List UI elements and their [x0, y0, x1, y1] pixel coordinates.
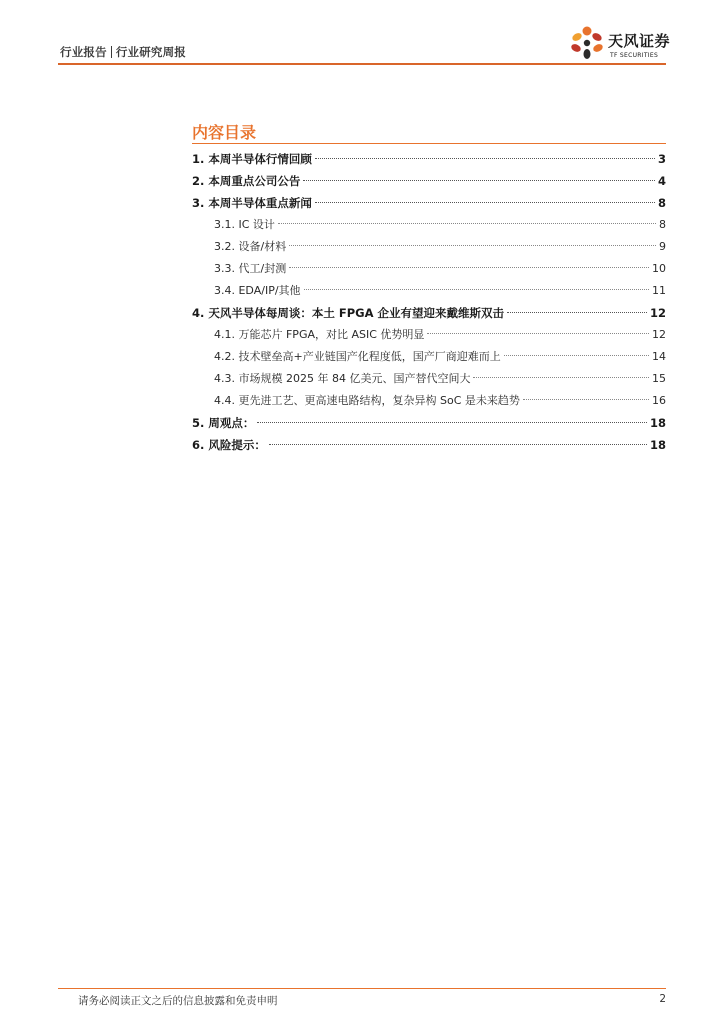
toc-leader-dots	[427, 333, 649, 334]
toc-entry-label: 4. 天风半导体每周谈：本土 FPGA 企业有望迎来戴维斯双击	[192, 306, 505, 320]
report-subcategory: 行业研究周报	[115, 45, 187, 59]
page-number: 2	[659, 993, 666, 1005]
toc-leader-dots	[269, 444, 647, 445]
logo-name-en: TF SECURITIES	[610, 52, 659, 59]
toc-entry-label: 2. 本周重点公司公告	[192, 174, 301, 188]
toc-leader-dots	[315, 202, 655, 203]
toc-entry-label: 4.2. 技术壁垒高+产业链国产化程度低，国产厂商迎难而上	[214, 350, 501, 363]
toc-entry-label: 3.2. 设备/材料	[214, 240, 287, 253]
toc-subentry[interactable]	[192, 346, 666, 368]
logo-flower-icon	[568, 24, 606, 64]
toc-subentry[interactable]	[192, 258, 666, 280]
toc-entry-label: 3. 本周半导体重点新闻	[192, 196, 312, 210]
toc-entry-page: 8	[657, 196, 666, 210]
toc-subentry[interactable]	[192, 214, 666, 236]
table-of-contents	[192, 148, 666, 456]
toc-entry-page: 18	[649, 438, 666, 452]
toc-entry[interactable]	[192, 434, 666, 456]
toc-entry-page: 14	[652, 350, 666, 363]
toc-entry-page: 12	[649, 306, 666, 320]
toc-entry-page: 11	[652, 284, 666, 297]
footer-divider	[58, 988, 666, 989]
toc-leader-dots	[504, 355, 649, 356]
toc-entry-label: 4.1. 万能芯片 FPGA，对比 ASIC 优势明显	[214, 328, 425, 341]
toc-entry-page: 9	[659, 240, 666, 253]
toc-title-divider	[192, 143, 666, 144]
toc-entry-label: 4.4. 更先进工艺、更高速电路结构，复杂异构 SoC 是未来趋势	[214, 394, 520, 407]
toc-entry[interactable]	[192, 412, 666, 434]
toc-entry-label: 1. 本周半导体行情回顾	[192, 152, 312, 166]
toc-leader-dots	[507, 312, 647, 313]
toc-leader-dots	[473, 377, 649, 378]
toc-leader-dots	[289, 245, 656, 246]
toc-entry-page: 8	[659, 218, 666, 231]
toc-subentry[interactable]	[192, 236, 666, 258]
toc-entry-label: 3.1. IC 设计	[214, 218, 275, 231]
report-type-header	[60, 44, 186, 60]
toc-entry[interactable]	[192, 302, 666, 324]
toc-entry[interactable]	[192, 192, 666, 214]
toc-entry-label: 5. 周观点：	[192, 416, 255, 430]
toc-entry-page: 16	[652, 394, 666, 407]
toc-entry-label: 4.3. 市场规模 2025 年 84 亿美元、国产替代空间大	[214, 372, 471, 385]
toc-entry[interactable]	[192, 170, 666, 192]
report-category: 行业报告	[60, 45, 107, 59]
toc-leader-dots	[257, 422, 647, 423]
toc-entry-page: 3	[657, 152, 666, 166]
toc-entry-page: 4	[657, 174, 666, 188]
toc-leader-dots	[303, 180, 655, 181]
toc-leader-dots	[315, 158, 655, 159]
footer-disclaimer: 请务必阅读正文之后的信息披露和免责申明	[78, 995, 278, 1007]
header-divider	[58, 63, 666, 65]
toc-entry-page: 15	[652, 372, 666, 385]
logo-name-cn: 天风证券	[608, 32, 671, 50]
toc-leader-dots	[289, 267, 649, 268]
toc-subentry[interactable]	[192, 324, 666, 346]
toc-entry-page: 10	[652, 262, 666, 275]
company-logo	[568, 24, 678, 64]
toc-entry-page: 18	[649, 416, 666, 430]
header-separator	[111, 46, 112, 58]
toc-entry-label: 3.3. 代工/封测	[214, 262, 287, 275]
toc-entry-page: 12	[652, 328, 666, 341]
toc-entry[interactable]	[192, 148, 666, 170]
toc-entry-label: 6. 风险提示：	[192, 438, 266, 452]
toc-subentry[interactable]	[192, 368, 666, 390]
toc-subentry[interactable]	[192, 390, 666, 412]
toc-entry-label: 3.4. EDA/IP/其他	[214, 284, 301, 297]
toc-title: 内容目录	[192, 123, 257, 142]
toc-leader-dots	[278, 223, 656, 224]
toc-leader-dots	[304, 289, 649, 290]
toc-leader-dots	[523, 399, 649, 400]
toc-subentry[interactable]	[192, 280, 666, 302]
